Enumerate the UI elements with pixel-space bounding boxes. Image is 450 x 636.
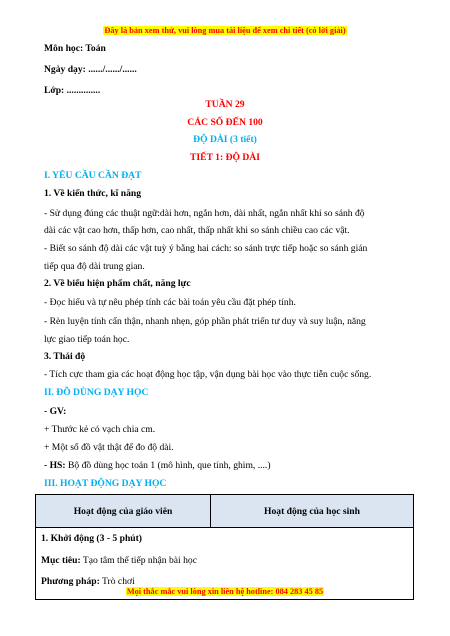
goal-text: Tạo tâm thế tiếp nhận bài học	[80, 555, 197, 566]
attitude-heading: 3. Thái độ	[44, 351, 86, 362]
hs-text: Bộ đồ dùng học toán 1 (mô hình, que tính, ghim, ....)	[65, 460, 271, 471]
warmup-title: 1. Khởi động (3 - 5 phút)	[41, 533, 143, 544]
quality-heading: 2. Về biểu hiện phẩm chất, năng lực	[44, 278, 191, 289]
week-title: TUẦN 29	[205, 99, 245, 110]
knowledge-line: dài các vật cao hơn, thấp hơn, cao nhất, thấp nhất khi so sánh chiều cao các vật.	[44, 225, 350, 236]
method-text: Trò chơi	[99, 576, 135, 587]
hs-label: - HS:	[44, 460, 66, 471]
activity-table	[35, 494, 414, 600]
class-line: Lớp: ..............	[44, 85, 101, 96]
quality-line: lực giao tiếp toán học.	[44, 334, 130, 345]
student-column-header: Hoạt động của học sinh	[211, 495, 414, 528]
goal-label: Mục tiêu:	[41, 555, 81, 566]
knowledge-line: - Biết so sánh độ dài các vật tuỳ ý bằng hai cách: so sánh trực tiếp hoặc so sánh gián	[44, 243, 368, 254]
knowledge-line: - Sử dụng đúng các thuật ngữ:dài hơn, ngắn hơn, dài nhất, ngắn nhất khi so sánh độ	[44, 208, 365, 219]
teacher-column-header: Hoạt động của giáo viên	[36, 495, 211, 528]
gv-label: - GV:	[44, 406, 67, 417]
section-1-heading: I. YÊU CẦU CẦN ĐẠT	[44, 170, 142, 181]
topic-title: CÁC SỐ ĐẾN 100	[187, 117, 263, 128]
quality-line: - Đọc hiểu và tự nêu phép tính các bài toán yêu cầu đặt phép tính.	[44, 297, 296, 308]
warmup-goal	[41, 554, 197, 567]
section-3-heading: III. HOẠT ĐỘNG DẠY HỌC	[44, 478, 167, 489]
table-header-row	[36, 495, 414, 528]
hs-line	[44, 459, 414, 472]
section-2-heading: II. ĐỒ DÙNG DẠY HỌC	[44, 387, 149, 398]
attitude-line: - Tích cực tham gia các hoạt động học tập, vận dụng bài học vào thực tiễn cuộc sống.	[44, 369, 372, 380]
method-label: Phương pháp:	[41, 576, 100, 587]
knowledge-heading: 1. Về kiến thức, kĩ năng	[44, 188, 142, 199]
gv-item: + Một số đồ vật thật để đo độ dài.	[44, 442, 174, 453]
lesson-group-title: ĐỘ DÀI (3 tiết)	[193, 134, 257, 145]
preview-banner-text: Đây là bản xem thử, vui lòng mua tài liệu để xem chi tiết (có lời giải)	[104, 26, 346, 35]
hotline-banner-text: Mọi thắc mắc vui lòng xin liên hệ hotline: 084 283 45 85	[126, 587, 324, 596]
knowledge-line: tiếp qua độ dài trung gian.	[44, 261, 145, 272]
quality-line: - Rèn luyện tính cẩn thận, nhanh nhẹn, góp phần phát triển tư duy và suy luận, năng	[44, 316, 366, 327]
subject-line: Môn học: Toán	[44, 43, 106, 54]
hotline-banner	[0, 586, 450, 598]
gv-item: + Thước kẻ có vạch chia cm.	[44, 424, 156, 435]
lesson-title: TIẾT 1: ĐỘ DÀI	[190, 152, 260, 163]
date-line: Ngày dạy: ....../....../......	[44, 64, 137, 75]
preview-banner	[0, 25, 450, 37]
